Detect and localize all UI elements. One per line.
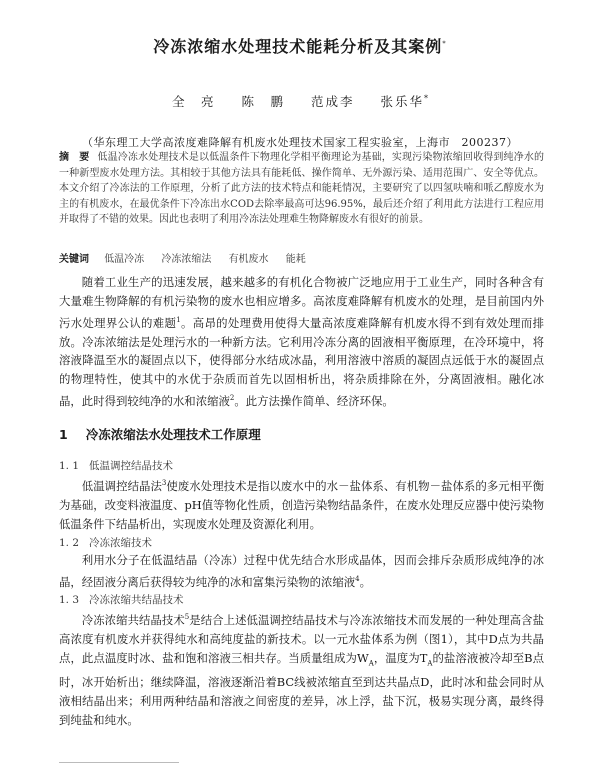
paper-title (0, 34, 600, 57)
keyword: 冷冻浓缩法 (161, 254, 212, 265)
title-footnote-mark: * (442, 39, 447, 48)
author: 范成李 (310, 94, 355, 109)
section-heading-1: 1 冷冻浓缩法水处理技术工作原理 (59, 427, 261, 442)
footnote-rule (59, 762, 179, 763)
paragraph-1-1: 低温调控结晶法$^3$使废水处理技术是指以废水中的水－盐体系、有机物－盐体系的多元相平衡为基础，改变料液温度、pH值等物化性质，创造污染物结晶条件，在废水处理反应器中使污染物低温条件下结晶析出，实现废水处理及资源化利用。 (59, 478, 544, 531)
citation: 5 (184, 613, 190, 621)
citation: 3 (161, 479, 167, 487)
keywords (59, 250, 544, 265)
keyword: 能耗 (285, 254, 306, 265)
author: 张乐华* (380, 93, 428, 109)
corresponding-mark: * (424, 93, 428, 103)
affiliation: （华东理工大学高浓度难降解有机废水处理技术国家工程实验室，上海市 200237） (82, 136, 518, 149)
intro-paragraph: 随着工业生产的迅速发展，越来越多的有机化合物被广泛地应用于工业生产，同时各种含有大量难生物降解的有机污染物的废水也相应增多。高浓度难降解有机废水的处理，是目前国内外污水处理界公认的难题$^1$。高昂的处理费用使得大量高浓度难降解有机废水得不到有效处理而排放。冷冻浓缩法是处理污水的一种新方法。它利用冷冻分离的固液相平衡原理，在冷环境中，将溶液降温至水的凝固点以下，使得部分水结成冰晶，利用溶液中溶质的凝固点远低于水的凝固点的物理特性，使其中的水优于杂质而首先以固相析出，将杂质排除在外，分离固液相。融化冰晶，此时得到较纯净的水和浓缩液$^2$。此方法操作简单、经济环保。 (59, 275, 544, 409)
subsection-heading-1-1: 1. 1 低温调控结晶技术 (59, 460, 174, 472)
title-text: 冷冻浓缩水处理技术能耗分析及其案例 (153, 37, 443, 56)
author: 全 亮 (171, 94, 216, 109)
author-list (0, 92, 600, 110)
paragraph-1-3: 冷冻浓缩共结晶技术$^5$是结合上述低温调控结晶技术与冷冻浓缩技术而发展的一种处理高含盐高浓度有机废水并获得纯水和高纯度盐的新技术。以一元水盐体系为例（图1），其中D点为共晶点，此点温度时冰、盐和饱和溶液三相共存。当质量组成为$W_A$，温度为$T_A$的盐溶液被冷却至B点时，冰开始析出；继续降温，溶液逐渐沿着BC线被浓缩直至到达共晶点D，此时冰和盐会同时从液相结晶出来；利用两种结晶和溶液之间密度的差异，冰上浮，盐下沉，极易实现分离，最终得到纯盐和纯水。 (59, 612, 544, 727)
abstract-label: 摘 要 (59, 152, 90, 163)
keyword: 有机废水 (228, 254, 269, 265)
paragraph-1-2: 利用水分子在低温结晶（冷冻）过程中优先结合水形成晶体，因而会排斥杂质形成纯净的冰晶，经固液分离后获得较为纯净的冰和富集污染物的浓缩液$^4$。 (59, 553, 544, 589)
subsection-heading-1-3: 1. 3 冷冻浓缩共结晶技术 (59, 594, 184, 606)
abstract-text: 低温冷冻水处理技术是以低温条件下物理化学相平衡理论为基础，实现污染物浓缩回收得到纯净水的一种新型废水处理方法。其相较于其他方法具有能耗低、操作简单、无外源污染、适用范围广、安全等优点。本文介绍了冷冻法的工作原理，分析了此方法的技术特点和能耗情况，主要研究了以四氢呋喃和哌乙醇废水为主的有机废水，在最优条件下冷冻出水COD去除率最高可达96.95%，最后还介绍了利用此方法进行工程应用并取得了不错的效果。因此也表明了利用冷冻法处理难生物降解废水有很好的前景。 (59, 152, 545, 226)
citation: 2 (229, 394, 235, 403)
citation: 4 (355, 574, 360, 583)
keyword: 低温冷冻 (104, 254, 145, 265)
author: 陈 鹏 (241, 94, 285, 109)
abstract (59, 150, 544, 228)
subsection-heading-1-2: 1. 2 冷冻浓缩技术 (59, 537, 153, 549)
citation: 1 (176, 315, 181, 324)
keywords-label: 关键词 (59, 254, 89, 265)
